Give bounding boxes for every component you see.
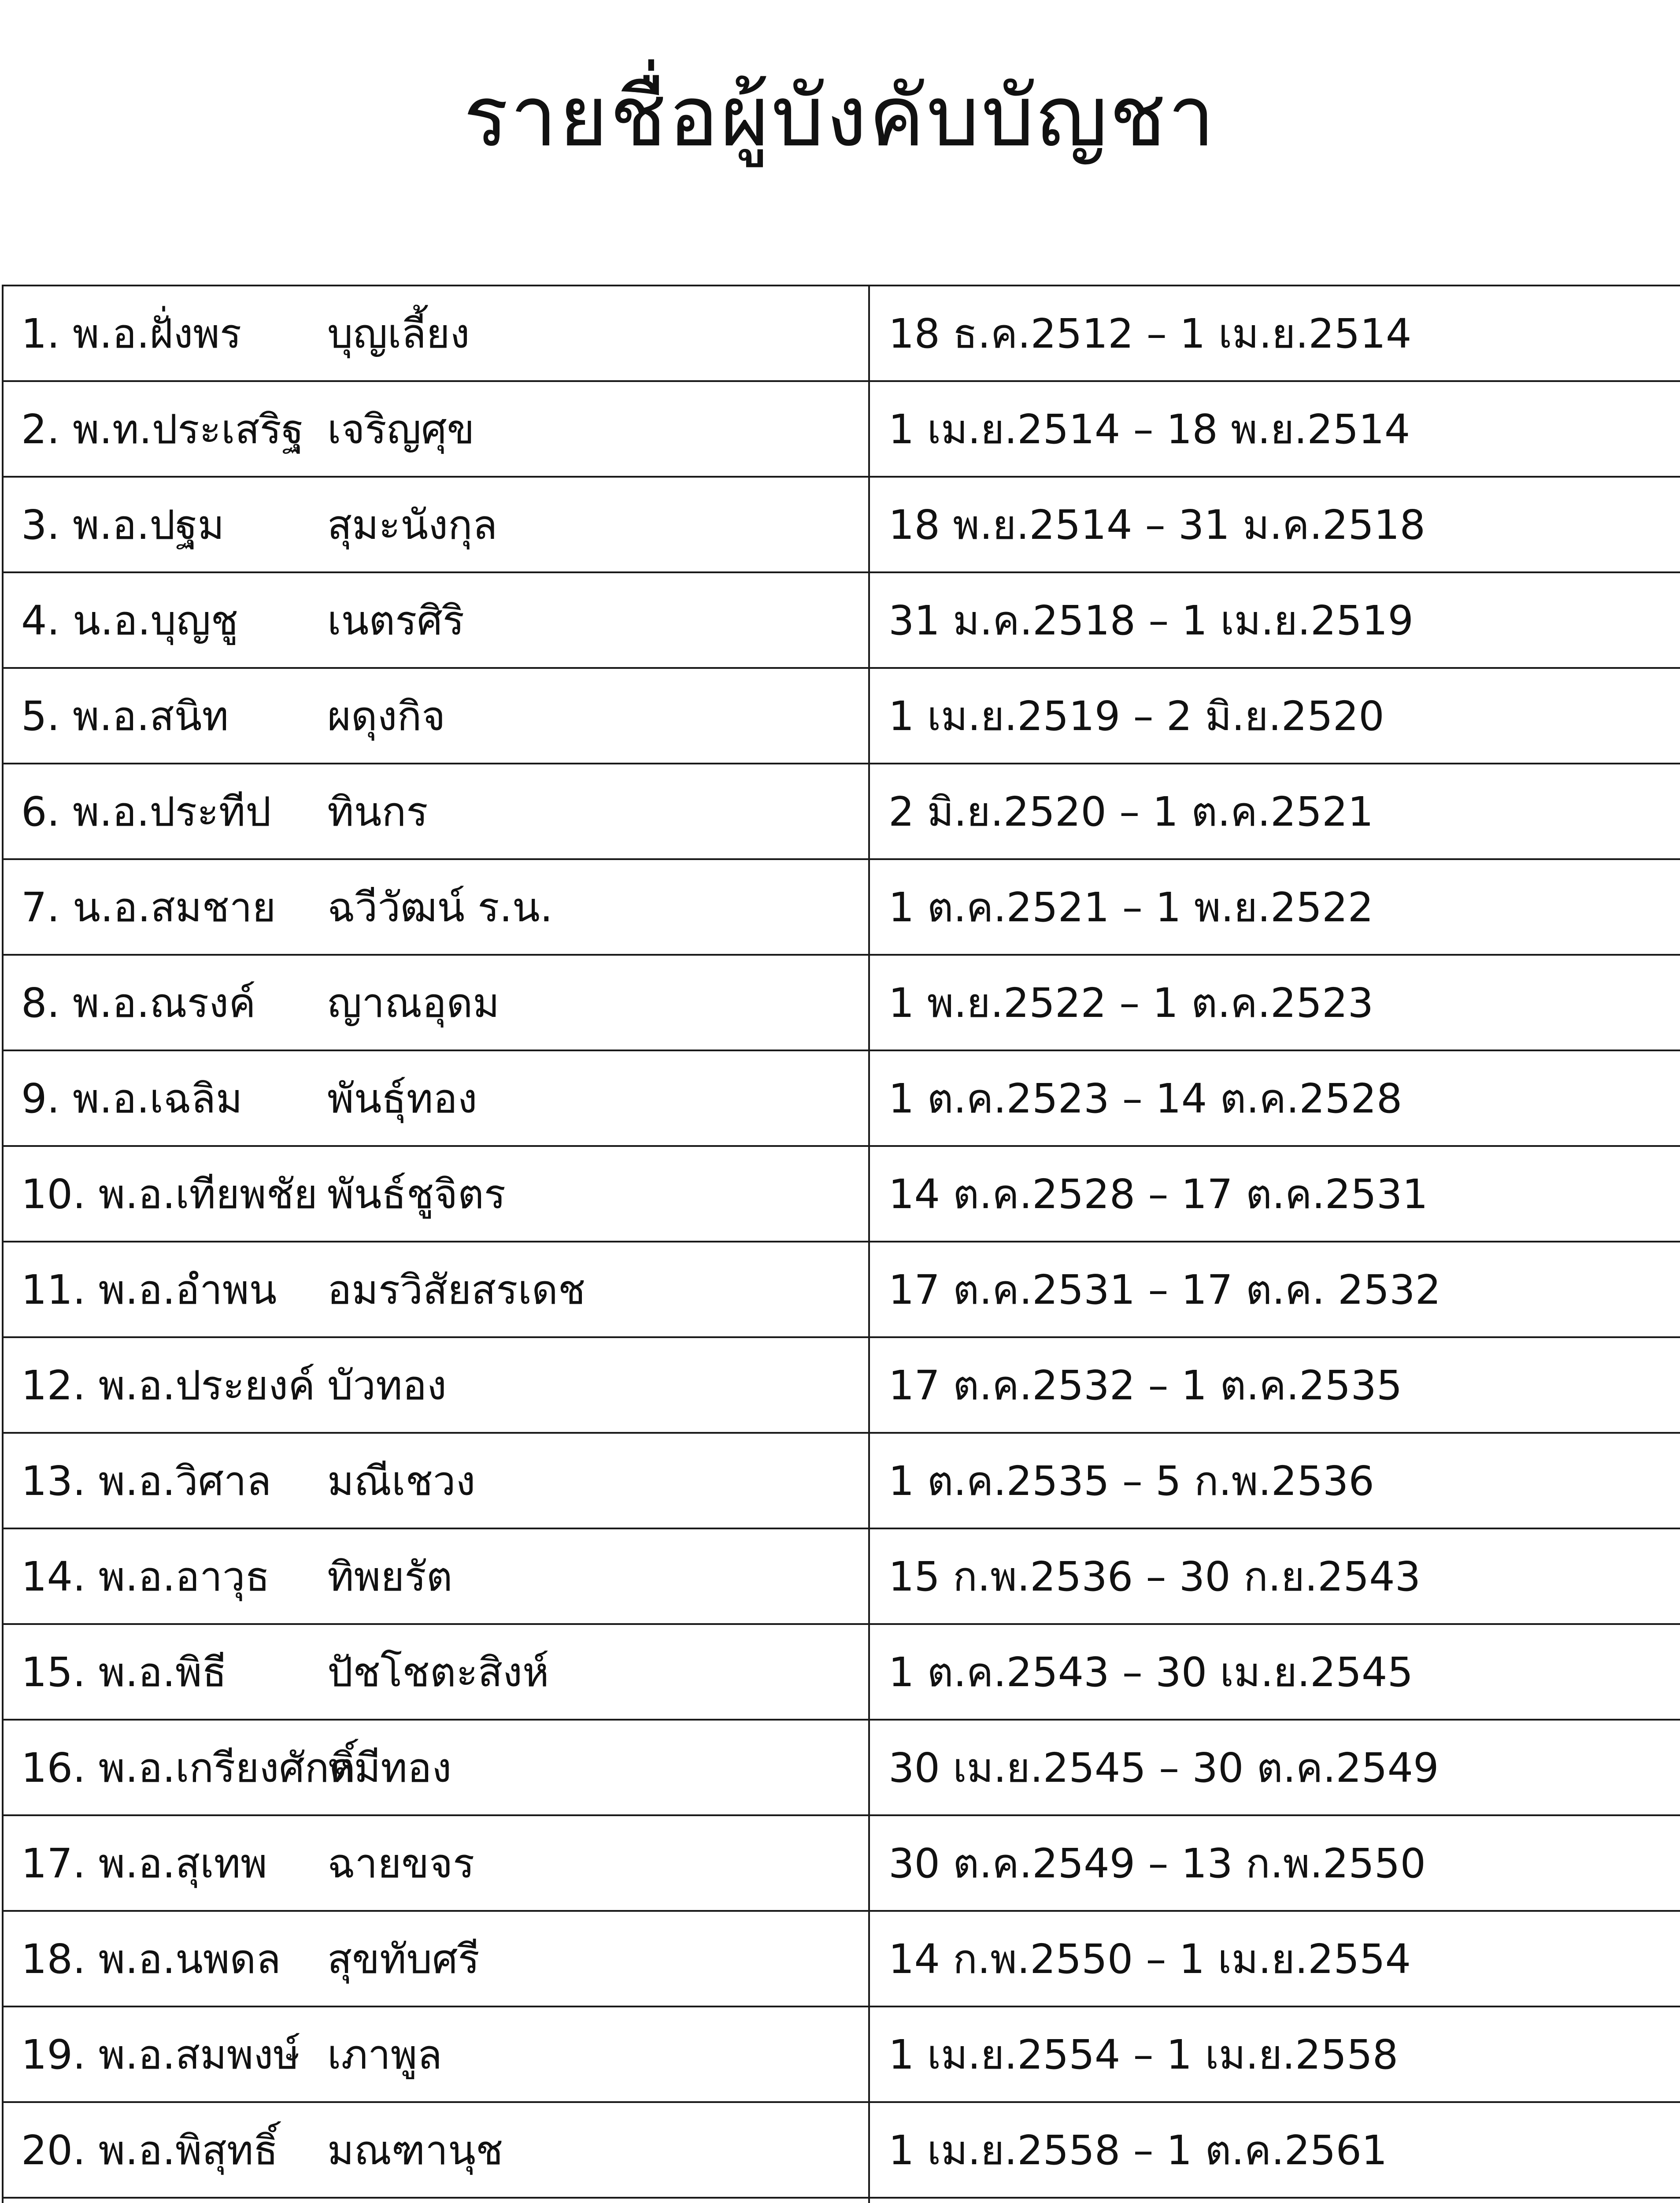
term-period: 18 พ.ย.2514 – 31 ม.ค.2518 [888,501,1426,549]
surname: ฉายขจร [327,1840,475,1887]
term-period-wrapper [870,286,1680,380]
term-period-wrapper [870,860,1680,954]
table-row [3,381,1680,477]
table-row [3,1528,1680,1624]
rank-and-given-name: 6. พ.อ.ประทีป [21,788,271,835]
surname: ฉวีวัฒน์ ร.น. [327,884,553,931]
term-period-cell [869,1433,1680,1528]
commander-name-wrapper [4,1625,868,1719]
commander-name-cell [3,1815,869,1911]
commander-name-cell [3,859,869,955]
commander-name-wrapper [4,1912,868,2006]
term-period: 31 ม.ค.2518 – 1 เม.ย.2519 [888,597,1414,644]
surname: เจริญศุข [327,406,475,453]
table-row [3,1242,1680,1337]
term-period-wrapper [870,1912,1680,2006]
commander-name-wrapper [4,286,868,380]
commander-name-cell [3,2006,869,2102]
term-period-cell [869,1911,1680,2006]
commander-name-wrapper [4,2199,868,2203]
term-period-cell [869,2102,1680,2198]
commander-name-cell [3,955,869,1050]
commander-name-cell [3,1911,869,2006]
term-period: 1 ต.ค.2535 – 5 ก.พ.2536 [888,1458,1374,1505]
commander-name-wrapper [4,1816,868,1910]
surname: มณีเชวง [327,1458,476,1505]
surname: พันธ์ชูจิตร [327,1171,506,1218]
term-period-cell [869,2198,1680,2203]
commander-name-cell [3,1242,869,1337]
surname: บัวทอง [327,1362,447,1409]
term-period-cell [869,1050,1680,1146]
rank-and-given-name: 5. พ.อ.สนิท [21,693,229,740]
rank-and-given-name: 3. พ.อ.ปฐม [21,501,225,549]
commander-name-wrapper [4,669,868,763]
term-period-wrapper [870,1529,1680,1623]
surname: ญาณอุดม [327,979,500,1027]
term-period: 30 เม.ย.2545 – 30 ต.ค.2549 [888,1744,1439,1791]
commander-name-wrapper [4,860,868,954]
table-row [3,1433,1680,1528]
surname: หมีทอง [327,1744,452,1791]
surname: บุญเลี้ยง [327,310,470,357]
term-period-wrapper [870,382,1680,476]
term-period-cell [869,1337,1680,1433]
term-period-wrapper [870,1051,1680,1145]
term-period-wrapper [870,1434,1680,1528]
term-period-cell [869,1242,1680,1337]
rank-and-given-name: 20. พ.อ.พิสุทธิ์ [21,2127,278,2174]
commander-name-wrapper [4,382,868,476]
commander-name-wrapper [4,956,868,1050]
commander-name-cell [3,1528,869,1624]
commander-name-cell [3,1050,869,1146]
commander-name-cell [3,668,869,764]
term-period-cell [869,1815,1680,1911]
term-period-wrapper [870,1242,1680,1336]
term-period-cell [869,1146,1680,1242]
table-row [3,1337,1680,1433]
rank-and-given-name: 8. พ.อ.ณรงค์ [21,979,256,1027]
table-row [3,1720,1680,1815]
page-title: รายชื่อผู้บังคับบัญชา [463,68,1217,165]
term-period-wrapper [870,764,1680,858]
term-period-cell [869,859,1680,955]
commander-name-cell [3,764,869,859]
term-period: 1 เม.ย.2519 – 2 มิ.ย.2520 [888,693,1384,740]
term-period-cell [869,572,1680,668]
surname: ปัชโชตะสิงห์ [327,1649,549,1696]
term-period-wrapper [870,669,1680,763]
table-row [3,2006,1680,2102]
commander-name-wrapper [4,1434,868,1528]
table-row [3,1146,1680,1242]
term-period: 1 ต.ค.2521 – 1 พ.ย.2522 [888,884,1374,931]
rank-and-given-name: 19. พ.อ.สมพงษ์ [21,2031,300,2078]
rank-and-given-name: 4. น.อ.บุญชู [21,597,238,644]
surname: สุมะนังกุล [327,501,498,549]
table-row [3,286,1680,381]
term-period-wrapper [870,956,1680,1050]
term-period-cell [869,381,1680,477]
table-row [3,477,1680,572]
rank-and-given-name: 2. พ.ท.ประเสริฐ [21,406,304,453]
table-row [3,2102,1680,2198]
commander-name-wrapper [4,1147,868,1241]
surname: มณฑานุช [327,2127,503,2174]
surname: เนตรศิริ [327,597,465,644]
surname: พันธุ์ทอง [327,1075,477,1122]
term-period-cell [869,286,1680,381]
table-row [3,1624,1680,1720]
commander-name-wrapper [4,1051,868,1145]
commander-name-wrapper [4,478,868,571]
rank-and-given-name: 9. พ.อ.เฉลิม [21,1075,243,1122]
rank-and-given-name: 17. พ.อ.สุเทพ [21,1840,267,1887]
commander-name-wrapper [4,2103,868,2197]
term-period-wrapper [870,573,1680,667]
rank-and-given-name: 16. พ.อ.เกรียงศักดิ์ [21,1744,356,1791]
commander-name-cell [3,381,869,477]
commander-name-wrapper [4,1242,868,1336]
term-period-cell [869,1720,1680,1815]
commander-name-cell [3,1146,869,1242]
term-period-wrapper [870,1816,1680,1910]
term-period: 1 เม.ย.2514 – 18 พ.ย.2514 [888,406,1410,453]
term-period: 1 เม.ย.2558 – 1 ต.ค.2561 [888,2127,1388,2174]
term-period: 14 ต.ค.2528 – 17 ต.ค.2531 [888,1171,1428,1218]
term-period: 18 ธ.ค.2512 – 1 เม.ย.2514 [888,310,1412,357]
term-period-cell [869,2006,1680,2102]
commander-name-wrapper [4,573,868,667]
commander-name-cell [3,2102,869,2198]
term-period-cell [869,1528,1680,1624]
surname: ทิพยรัต [327,1553,453,1600]
term-period: 14 ก.พ.2550 – 1 เม.ย.2554 [888,1936,1411,1983]
commander-name-cell [3,1720,869,1815]
commander-name-cell [3,477,869,572]
term-period-cell [869,668,1680,764]
surname: เภาพูล [327,2031,442,2078]
commander-name-wrapper [4,764,868,858]
table-row [3,955,1680,1050]
commander-name-cell [3,1337,869,1433]
rank-and-given-name: 12. พ.อ.ประยงค์ [21,1362,315,1409]
commander-name-wrapper [4,1721,868,1814]
rank-and-given-name: 14. พ.อ.อาวุธ [21,1553,270,1600]
commanders-table-body [3,286,1680,2203]
commander-name-wrapper [4,1529,868,1623]
term-period-wrapper [870,1147,1680,1241]
term-period: 1 ต.ค.2523 – 14 ต.ค.2528 [888,1075,1402,1122]
table-row [3,572,1680,668]
term-period-wrapper [870,2103,1680,2197]
rank-and-given-name: 10. พ.อ.เทียพชัย [21,1171,318,1218]
rank-and-given-name: 7. น.อ.สมชาย [21,884,276,931]
term-period: 1 ต.ค.2543 – 30 เม.ย.2545 [888,1649,1414,1696]
surname: ทินกร [327,788,428,835]
term-period-wrapper [870,2007,1680,2101]
rank-and-given-name: 1. พ.อ.ฝั่งพร [21,310,242,357]
term-period: 2 มิ.ย.2520 – 1 ต.ค.2521 [888,788,1374,835]
table-row [3,859,1680,955]
term-period: 15 ก.พ.2536 – 30 ก.ย.2543 [888,1553,1421,1600]
term-period-cell [869,955,1680,1050]
term-period-cell [869,764,1680,859]
commander-name-cell [3,1624,869,1720]
commander-name-cell [3,2198,869,2203]
term-period-wrapper [870,478,1680,571]
table-row [3,764,1680,859]
term-period: 1 เม.ย.2554 – 1 เม.ย.2558 [888,2031,1399,2078]
surname: อมรวิสัยสรเดช [327,1266,586,1313]
term-period-wrapper [870,1338,1680,1432]
commanders-table [2,285,1680,2203]
commander-name-cell [3,1433,869,1528]
term-period-cell [869,1624,1680,1720]
rank-and-given-name: 18. พ.อ.นพดล [21,1936,281,1983]
term-period-wrapper [870,1721,1680,1814]
table-row [3,668,1680,764]
rank-and-given-name: 11. พ.อ.อำพน [21,1266,277,1313]
table-row [3,1050,1680,1146]
term-period: 17 ต.ค.2532 – 1 ต.ค.2535 [888,1362,1402,1409]
commander-name-cell [3,286,869,381]
term-period: 30 ต.ค.2549 – 13 ก.พ.2550 [888,1840,1426,1887]
term-period-wrapper [870,2199,1680,2203]
commander-name-cell [3,572,869,668]
rank-and-given-name: 13. พ.อ.วิศาล [21,1458,272,1505]
commander-name-wrapper [4,1338,868,1432]
table-row [3,1911,1680,2006]
surname: ผดุงกิจ [327,693,446,740]
table-row [3,1815,1680,1911]
rank-and-given-name: 15. พ.อ.พิธี [21,1649,227,1696]
term-period: 1 พ.ย.2522 – 1 ต.ค.2523 [888,979,1374,1027]
term-period-wrapper [870,1625,1680,1719]
commander-name-wrapper [4,2007,868,2101]
table-row [3,2198,1680,2203]
term-period: 17 ต.ค.2531 – 17 ต.ค. 2532 [888,1266,1441,1313]
surname: สุขทับศรี [327,1936,480,1983]
term-period-cell [869,477,1680,572]
